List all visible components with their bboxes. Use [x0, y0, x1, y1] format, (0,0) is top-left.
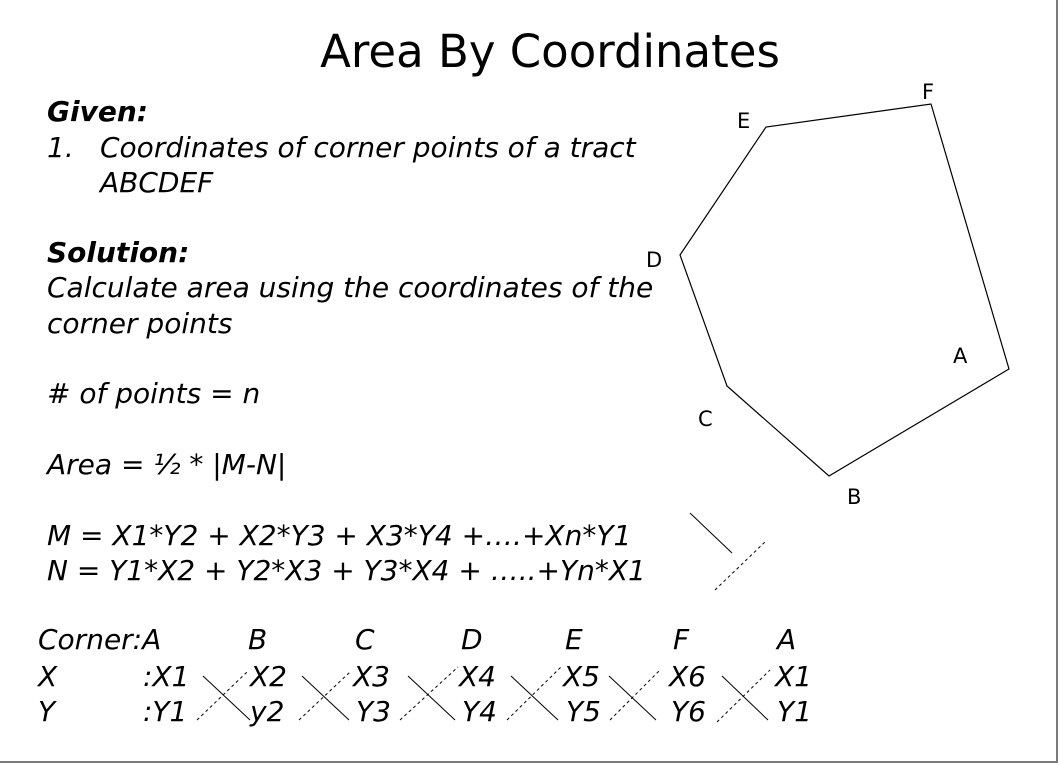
given-item-line1: Coordinates of corner points of a tract	[100, 131, 636, 164]
table-x-cell: X6	[669, 660, 706, 693]
vertex-label-c: C	[698, 407, 713, 431]
vertex-label-f: F	[922, 80, 935, 104]
vertex-label-e: E	[737, 109, 751, 133]
cross-line-dashed-4	[507, 667, 561, 720]
cross-line-solid-4	[511, 676, 558, 720]
table-x-cell: X2	[250, 660, 287, 693]
cross-line-solid-6	[722, 676, 768, 720]
slide-title: Area By Coordinates	[320, 25, 780, 78]
vertex-label-b: B	[847, 485, 862, 509]
given-item-number: 1.	[47, 131, 74, 164]
table-y-cell: Y6	[671, 695, 706, 728]
cross-line-solid-2	[302, 676, 349, 720]
cross-line-dashed-5	[610, 670, 660, 720]
table-y-cell: :Y1	[143, 695, 188, 728]
cross-line-dashed-3	[400, 667, 458, 720]
formula-dashed-cross-line	[715, 540, 767, 590]
table-x-cell: X5	[563, 660, 600, 693]
solution-line2: corner points	[47, 307, 233, 340]
m-formula: M = X1*Y2 + X2*Y3 + X3*Y4 +….+Xn*Y1	[47, 519, 632, 552]
given-heading: Given:	[47, 95, 148, 128]
n-formula: N = Y1*X2 + Y2*X3 + Y3*X4 + …..+Yn*X1	[47, 554, 646, 587]
table-y-cell: Y5	[566, 695, 601, 728]
vertex-label-a: A	[953, 344, 968, 368]
table-header-cell: E	[565, 623, 583, 656]
formula-solid-cross-line	[690, 513, 732, 553]
table-x-cell: X1	[775, 660, 812, 693]
table-header-cell: D	[461, 623, 483, 656]
table-x-cell: X4	[459, 660, 496, 693]
table-header-cell: Corner:A	[38, 623, 162, 656]
table-x-label: X	[38, 660, 58, 693]
table-x-cell: :X1	[143, 660, 190, 693]
table-y-cell: Y3	[356, 695, 391, 728]
table-y-cell: Y4	[462, 695, 497, 728]
solution-line1: Calculate area using the coordinates of the	[47, 271, 654, 304]
given-item-line2: ABCDEF	[100, 166, 214, 199]
table-header-cell: A	[777, 623, 797, 656]
vertex-label-d: D	[646, 248, 663, 272]
cross-line-solid-1	[203, 676, 250, 720]
area-formula: Area = ½ * |M-N|	[47, 448, 287, 481]
cross-line-dashed-2	[299, 672, 350, 720]
tract-polygon	[680, 104, 1009, 476]
table-header-cell: C	[355, 623, 375, 656]
points-formula: # of points = n	[47, 377, 261, 410]
table-header-cell: F	[673, 623, 690, 656]
solution-heading: Solution:	[47, 236, 190, 269]
cross-line-dashed-1	[197, 672, 247, 720]
table-x-cell: X3	[353, 660, 390, 693]
table-header-cell: B	[248, 623, 268, 656]
table-y-cell: y2	[250, 695, 285, 728]
table-y-label: Y	[38, 695, 56, 728]
table-y-cell: Y1	[777, 695, 812, 728]
cross-line-solid-3	[408, 676, 455, 720]
